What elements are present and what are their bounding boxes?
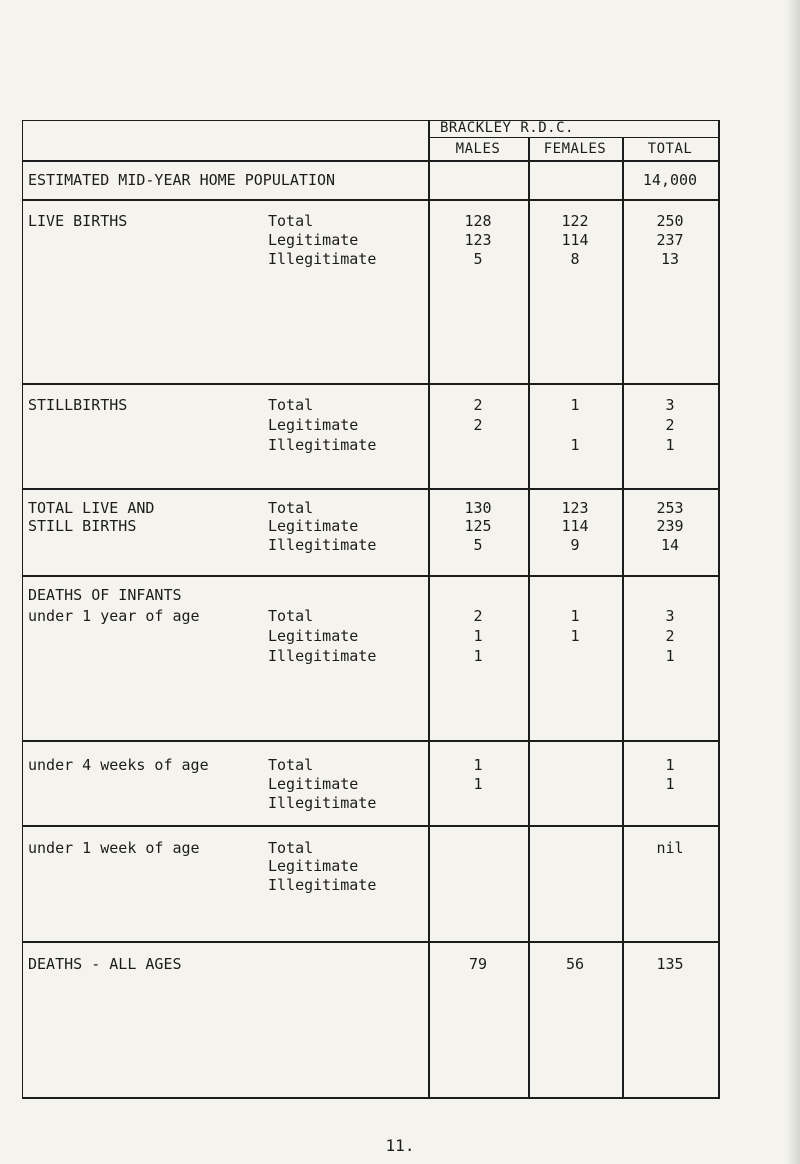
all-deaths-total: 135 (656, 955, 684, 973)
rule-infant-deaths (22, 740, 720, 742)
females-value: 1 (570, 436, 580, 454)
row-label: Legitimate (268, 416, 359, 434)
section-title: under 1 year of age (28, 607, 200, 625)
females-value: 114 (561, 517, 589, 535)
males-value: 2 (473, 607, 483, 625)
total-value: 239 (656, 517, 684, 535)
males-value: 5 (473, 536, 483, 554)
males-value: 2 (473, 416, 483, 434)
rule-right (718, 120, 720, 1097)
row-label: Legitimate (268, 775, 359, 793)
row-label: Illegitimate (268, 647, 377, 665)
row-label: Total (268, 756, 314, 774)
section-title: LIVE BIRTHS (28, 212, 128, 230)
males-value: 1 (473, 756, 483, 774)
total-value: 2 (665, 627, 675, 645)
females-value: 8 (570, 250, 580, 268)
males-value: 125 (464, 517, 492, 535)
section-title: under 4 weeks of age (28, 756, 209, 774)
row-label: Total (268, 212, 314, 230)
row-label: Illegitimate (268, 436, 377, 454)
column-total-header: TOTAL (647, 141, 693, 157)
total-value: 1 (665, 647, 675, 665)
males-value: 5 (473, 250, 483, 268)
page-edge-shadow (786, 0, 800, 1164)
row-label: Legitimate (268, 627, 359, 645)
males-value: 128 (464, 212, 492, 230)
total-value: 1 (665, 756, 675, 774)
males-value: 123 (464, 231, 492, 249)
district-title: BRACKLEY R.D.C. (440, 120, 574, 136)
rule-left (22, 120, 23, 1097)
total-value: 1 (665, 436, 675, 454)
males-value: 1 (473, 775, 483, 793)
population-label: ESTIMATED MID-YEAR HOME POPULATION (28, 171, 336, 189)
column-males-header: MALES (455, 141, 501, 157)
row-label: Total (268, 607, 314, 625)
section-title: TOTAL LIVE AND (28, 499, 155, 517)
row-label: Illegitimate (268, 536, 377, 554)
total-value: 3 (665, 607, 675, 625)
all-deaths-females: 56 (565, 955, 585, 973)
row-label: Total (268, 499, 314, 517)
females-value: 122 (561, 212, 589, 230)
row-label: Legitimate (268, 517, 359, 535)
total-value: 14 (660, 536, 680, 554)
population-total: 14,000 (642, 171, 698, 189)
row-label: Total (268, 839, 314, 857)
all-deaths-males: 79 (468, 955, 488, 973)
males-value: 2 (473, 396, 483, 414)
females-value: 1 (570, 607, 580, 625)
row-label: Illegitimate (268, 876, 377, 894)
females-value: 123 (561, 499, 589, 517)
rule-top (22, 120, 720, 121)
rule-col-males (428, 120, 430, 1097)
females-value: 114 (561, 231, 589, 249)
rule-one-week (22, 941, 720, 943)
section-title: STILL BIRTHS (28, 517, 137, 535)
total-value: 3 (665, 396, 675, 414)
all-deaths-label: DEATHS - ALL AGES (28, 955, 182, 973)
rule-stillbirths (22, 488, 720, 490)
total-value: 253 (656, 499, 684, 517)
section-title: under 1 week of age (28, 839, 200, 857)
total-value: 1 (665, 775, 675, 793)
section-title: STILLBIRTHS (28, 396, 128, 414)
total-value: 2 (665, 416, 675, 434)
males-value: 1 (473, 647, 483, 665)
males-value: 130 (464, 499, 492, 517)
total-value: 237 (656, 231, 684, 249)
section-title: DEATHS OF INFANTS (28, 586, 182, 604)
rule-live-births (22, 383, 720, 385)
rule-bottom (22, 1097, 720, 1099)
rule-district (428, 137, 720, 138)
total-value: 13 (660, 250, 680, 268)
females-value: 1 (570, 627, 580, 645)
page-number: 11. (385, 1136, 415, 1155)
row-label: Total (268, 396, 314, 414)
rule-col-total (622, 137, 624, 1097)
total-value: nil (656, 839, 684, 857)
row-label: Illegitimate (268, 250, 377, 268)
column-females-header: FEMALES (543, 141, 607, 157)
females-value: 1 (570, 396, 580, 414)
females-value: 9 (570, 536, 580, 554)
rule-population (22, 199, 720, 201)
row-label: Legitimate (268, 857, 359, 875)
total-value: 250 (656, 212, 684, 230)
row-label: Legitimate (268, 231, 359, 249)
rule-header (22, 160, 720, 162)
row-label: Illegitimate (268, 794, 377, 812)
males-value: 1 (473, 627, 483, 645)
rule-total-births (22, 575, 720, 577)
rule-four-weeks (22, 825, 720, 827)
